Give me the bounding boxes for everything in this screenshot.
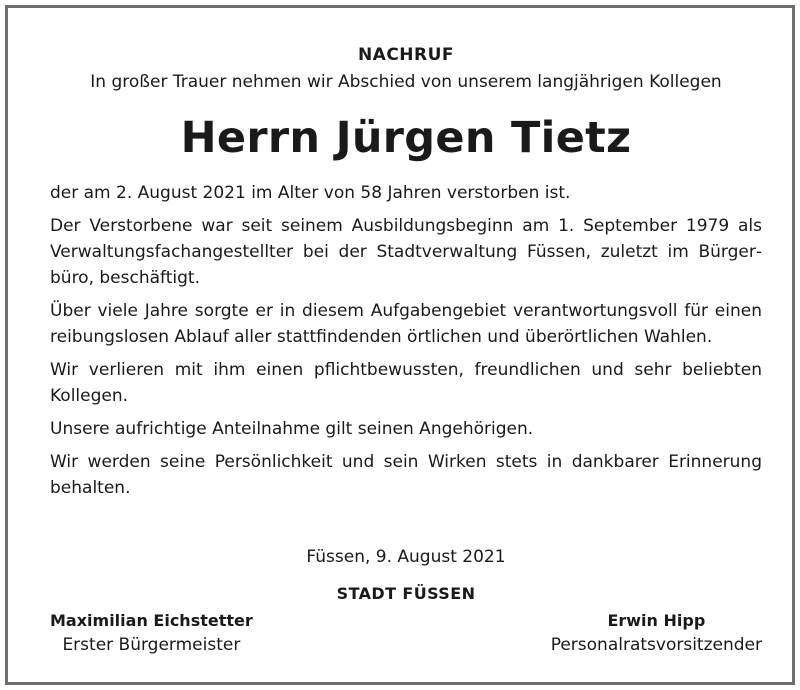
paragraph-duties: Über viele Jahre sorgte er in diesem Aufgabengebiet verantwortungsvoll für einen reibungslosen Ablauf aller stattfindenden örtlichen und überörtlichen Wahlen. (50, 301, 762, 347)
paragraph-condolence: Unsere aufrichtige Anteilnahme gilt seinen Angehörigen. (50, 419, 534, 439)
signer-council-chair (551, 609, 762, 657)
paragraph-remembrance: Wir werden seine Persönlichkeit und sein Wirken stets in dankbarer Erinnerung behalten. (50, 452, 762, 498)
paragraph-career: Der Verstorbene war seit seinem Ausbildungsbeginn am 1. September 1979 als Verwaltungsfachangestellter bei der Stadtverwaltung Füssen, zuletzt im Bürgerbüro, beschäftigt. (50, 216, 762, 288)
signer-name: Erwin Hipp (607, 611, 706, 630)
signer-title: Personalratsvorsitzender (550, 635, 762, 655)
deceased-name: Herrn Jürgen Tietz (180, 113, 632, 163)
notice-heading: NACHRUF (357, 45, 455, 65)
signer-name: Maximilian Eichstetter (50, 611, 253, 630)
notice-content (50, 44, 762, 657)
signer-mayor (50, 609, 253, 657)
paragraph-colleague: Wir verlieren mit ihm einen pflichtbewussten, freundlichen und sehr beliebten Kollegen. (50, 360, 762, 406)
paragraph-death-date: der am 2. August 2021 im Alter von 58 Jahren verstorben ist. (50, 183, 571, 203)
intro-text: In großer Trauer nehmen wir Abschied von unserem langjährigen Kollegen (90, 72, 722, 92)
signers (50, 609, 762, 657)
notice-frame (5, 5, 795, 685)
signer-title: Erster Bürgermeister (62, 635, 241, 655)
organization-name: STADT FÜSSEN (336, 584, 476, 603)
place-date: Füssen, 9. August 2021 (306, 547, 506, 567)
